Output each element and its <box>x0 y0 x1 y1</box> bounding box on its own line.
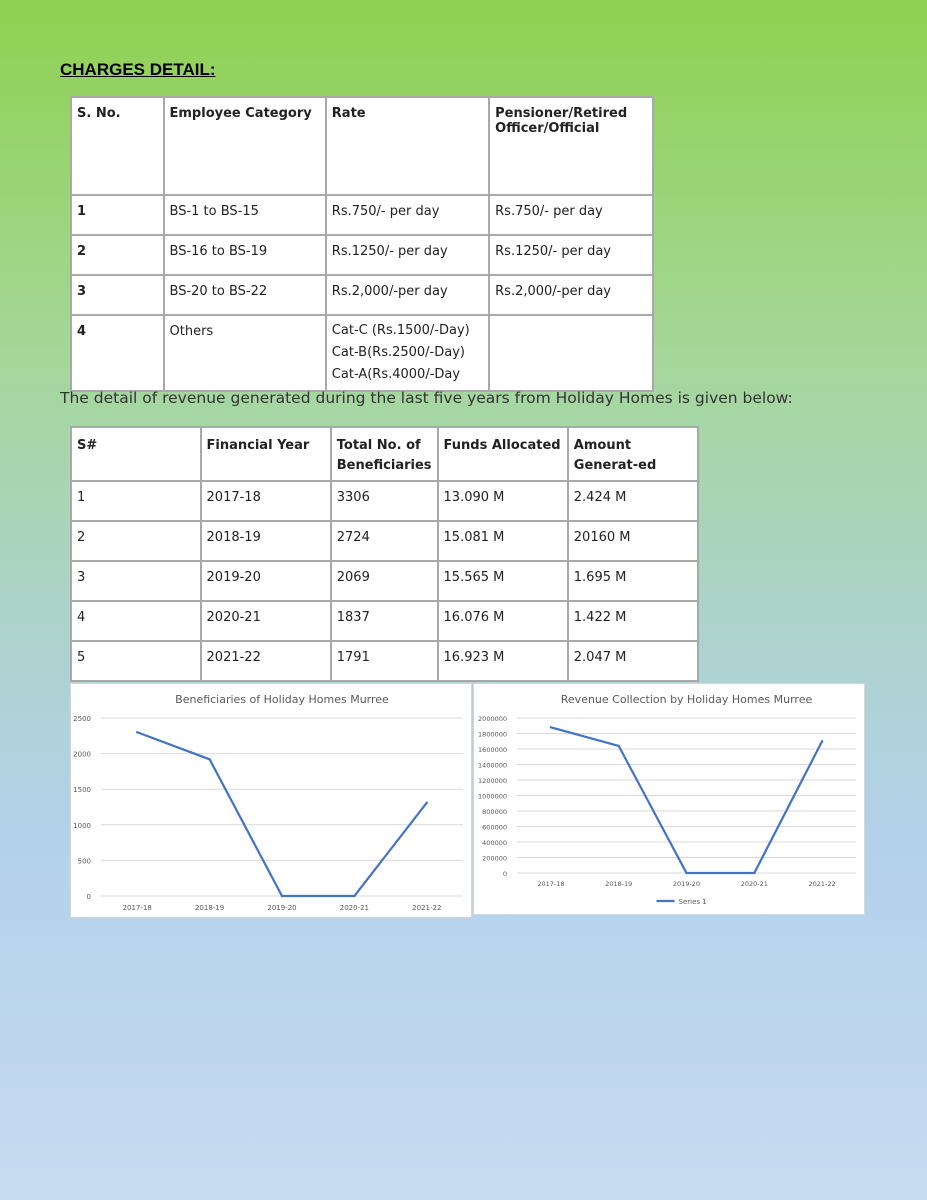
series-line <box>137 732 427 896</box>
cell-year: 2020-21 <box>201 601 331 641</box>
table-row <box>71 315 653 391</box>
data-point <box>136 731 138 733</box>
y-tick-label: 800000 <box>482 808 507 816</box>
cell-rate: Rs.2,000/-per day <box>326 275 489 315</box>
cell-rate: Rs.750/- per day <box>326 195 489 235</box>
beneficiaries-chart-svg <box>71 684 471 917</box>
y-tick-label: 0 <box>502 870 507 878</box>
column-header: Total No. of Beneficiaries <box>331 427 438 481</box>
chart-title: Beneficiaries of Holiday Homes Murree <box>175 693 389 706</box>
cell-sno: 4 <box>71 315 164 391</box>
cell-amount: 2.424 M <box>568 481 698 521</box>
data-point <box>353 895 355 897</box>
y-tick-label: 400000 <box>482 839 507 847</box>
cell-funds: 16.076 M <box>438 601 568 641</box>
cell-category: BS-16 to BS-19 <box>164 235 326 275</box>
x-tick-label: 2017-18 <box>537 880 565 888</box>
table-row <box>71 235 653 275</box>
cell-sno: 3 <box>71 561 201 601</box>
table-row <box>71 481 698 521</box>
data-point <box>550 726 552 728</box>
y-tick-label: 1500 <box>73 786 91 795</box>
legend-label: Series 1 <box>678 898 707 906</box>
y-tick-label: 1600000 <box>478 746 507 754</box>
rate-option: Cat-A(Rs.4000/-Day <box>331 367 461 382</box>
column-header: Amount Generat-ed <box>568 427 698 481</box>
column-header: S# <box>71 427 201 481</box>
column-header: Financial Year <box>201 427 331 481</box>
cell-sno: 1 <box>71 481 201 521</box>
x-tick-label: 2020-21 <box>339 904 370 912</box>
cell-sno: 2 <box>71 521 201 561</box>
y-tick-label: 2000 <box>73 750 91 759</box>
column-header: Funds Allocated <box>438 427 568 481</box>
cell-amount: 2.047 M <box>568 641 698 681</box>
data-point <box>685 872 687 874</box>
beneficiaries-chart <box>70 683 472 918</box>
cell-funds: 16.923 M <box>438 641 568 681</box>
cell-beneficiaries: 2069 <box>331 561 438 601</box>
table-row <box>71 195 653 235</box>
column-header: S. No. <box>71 97 164 195</box>
revenue-chart <box>473 683 865 915</box>
x-tick-label: 2021-22 <box>412 904 442 912</box>
cell-beneficiaries: 1791 <box>331 641 438 681</box>
cell-amount: 1.422 M <box>568 601 698 641</box>
cell-amount: 20160 M <box>568 521 698 561</box>
page-heading: CHARGES DETAIL: <box>60 60 216 79</box>
cell-year: 2019-20 <box>201 561 331 601</box>
cell-sno: 4 <box>71 601 201 641</box>
cell-sno: 3 <box>71 275 164 315</box>
x-tick-label: 2019-20 <box>267 904 297 912</box>
y-tick-label: 1800000 <box>478 730 507 739</box>
y-tick-label: 1400000 <box>478 761 507 770</box>
cell-pensioner <box>489 315 653 391</box>
data-point <box>821 740 823 742</box>
table-row <box>71 275 653 315</box>
cell-rate-options <box>326 315 489 391</box>
cell-beneficiaries: 2724 <box>331 521 438 561</box>
cell-rate: Rs.1250/- per day <box>326 235 489 275</box>
y-tick-label: 1000000 <box>478 792 507 801</box>
column-header: Employee Category <box>164 97 326 195</box>
data-point <box>426 802 428 804</box>
rate-option: Cat-B(Rs.2500/-Day) <box>331 345 465 360</box>
cell-amount: 1.695 M <box>568 561 698 601</box>
cell-sno: 1 <box>71 195 164 235</box>
x-tick-label: 2018-19 <box>194 904 225 912</box>
table-row <box>71 641 698 681</box>
cell-pensioner: Rs.2,000/-per day <box>489 275 653 315</box>
x-tick-label: 2021-22 <box>808 880 836 888</box>
y-tick-label: 2000000 <box>478 715 507 723</box>
revenue-chart-svg <box>474 684 864 914</box>
cell-beneficiaries: 3306 <box>331 481 438 521</box>
cell-funds: 15.565 M <box>438 561 568 601</box>
cell-pensioner: Rs.750/- per day <box>489 195 653 235</box>
cell-year: 2018-19 <box>201 521 331 561</box>
cell-sno: 5 <box>71 641 201 681</box>
y-tick-label: 1000 <box>73 821 91 830</box>
data-point <box>281 895 283 897</box>
cell-beneficiaries: 1837 <box>331 601 438 641</box>
table-row <box>71 521 698 561</box>
column-header: Rate <box>326 97 489 195</box>
cell-category: Others <box>164 315 326 391</box>
table-row <box>71 561 698 601</box>
x-tick-label: 2020-21 <box>740 880 768 888</box>
revenue-intro-text: The detail of revenue generated during the last five years from Holiday Homes is given below: <box>60 389 793 407</box>
column-header: Pensioner/Retired Officer/Official <box>489 97 653 195</box>
cell-funds: 15.081 M <box>438 521 568 561</box>
table-header-row <box>71 427 698 481</box>
cell-category: BS-1 to BS-15 <box>164 195 326 235</box>
cell-year: 2021-22 <box>201 641 331 681</box>
x-tick-label: 2019-20 <box>672 880 701 888</box>
table-header-row <box>71 97 653 195</box>
x-tick-label: 2017-18 <box>122 904 152 912</box>
cell-sno: 2 <box>71 235 164 275</box>
y-tick-label: 500 <box>77 857 91 866</box>
cell-funds: 13.090 M <box>438 481 568 521</box>
y-tick-label: 0 <box>86 893 91 901</box>
data-point <box>753 872 755 874</box>
charges-table <box>70 96 654 392</box>
chart-title: Revenue Collection by Holiday Homes Murree <box>560 693 813 706</box>
y-tick-label: 200000 <box>482 854 507 863</box>
y-tick-label: 1200000 <box>478 777 507 785</box>
cell-year: 2017-18 <box>201 481 331 521</box>
y-tick-label: 600000 <box>482 823 507 832</box>
y-tick-label: 2500 <box>73 715 91 723</box>
rate-option: Cat-C (Rs.1500/-Day) <box>331 323 470 338</box>
x-tick-label: 2018-19 <box>605 880 633 888</box>
data-point <box>208 758 210 760</box>
revenue-table <box>70 426 699 682</box>
table-row <box>71 601 698 641</box>
cell-pensioner: Rs.1250/- per day <box>489 235 653 275</box>
cell-category: BS-20 to BS-22 <box>164 275 326 315</box>
data-point <box>618 745 620 747</box>
